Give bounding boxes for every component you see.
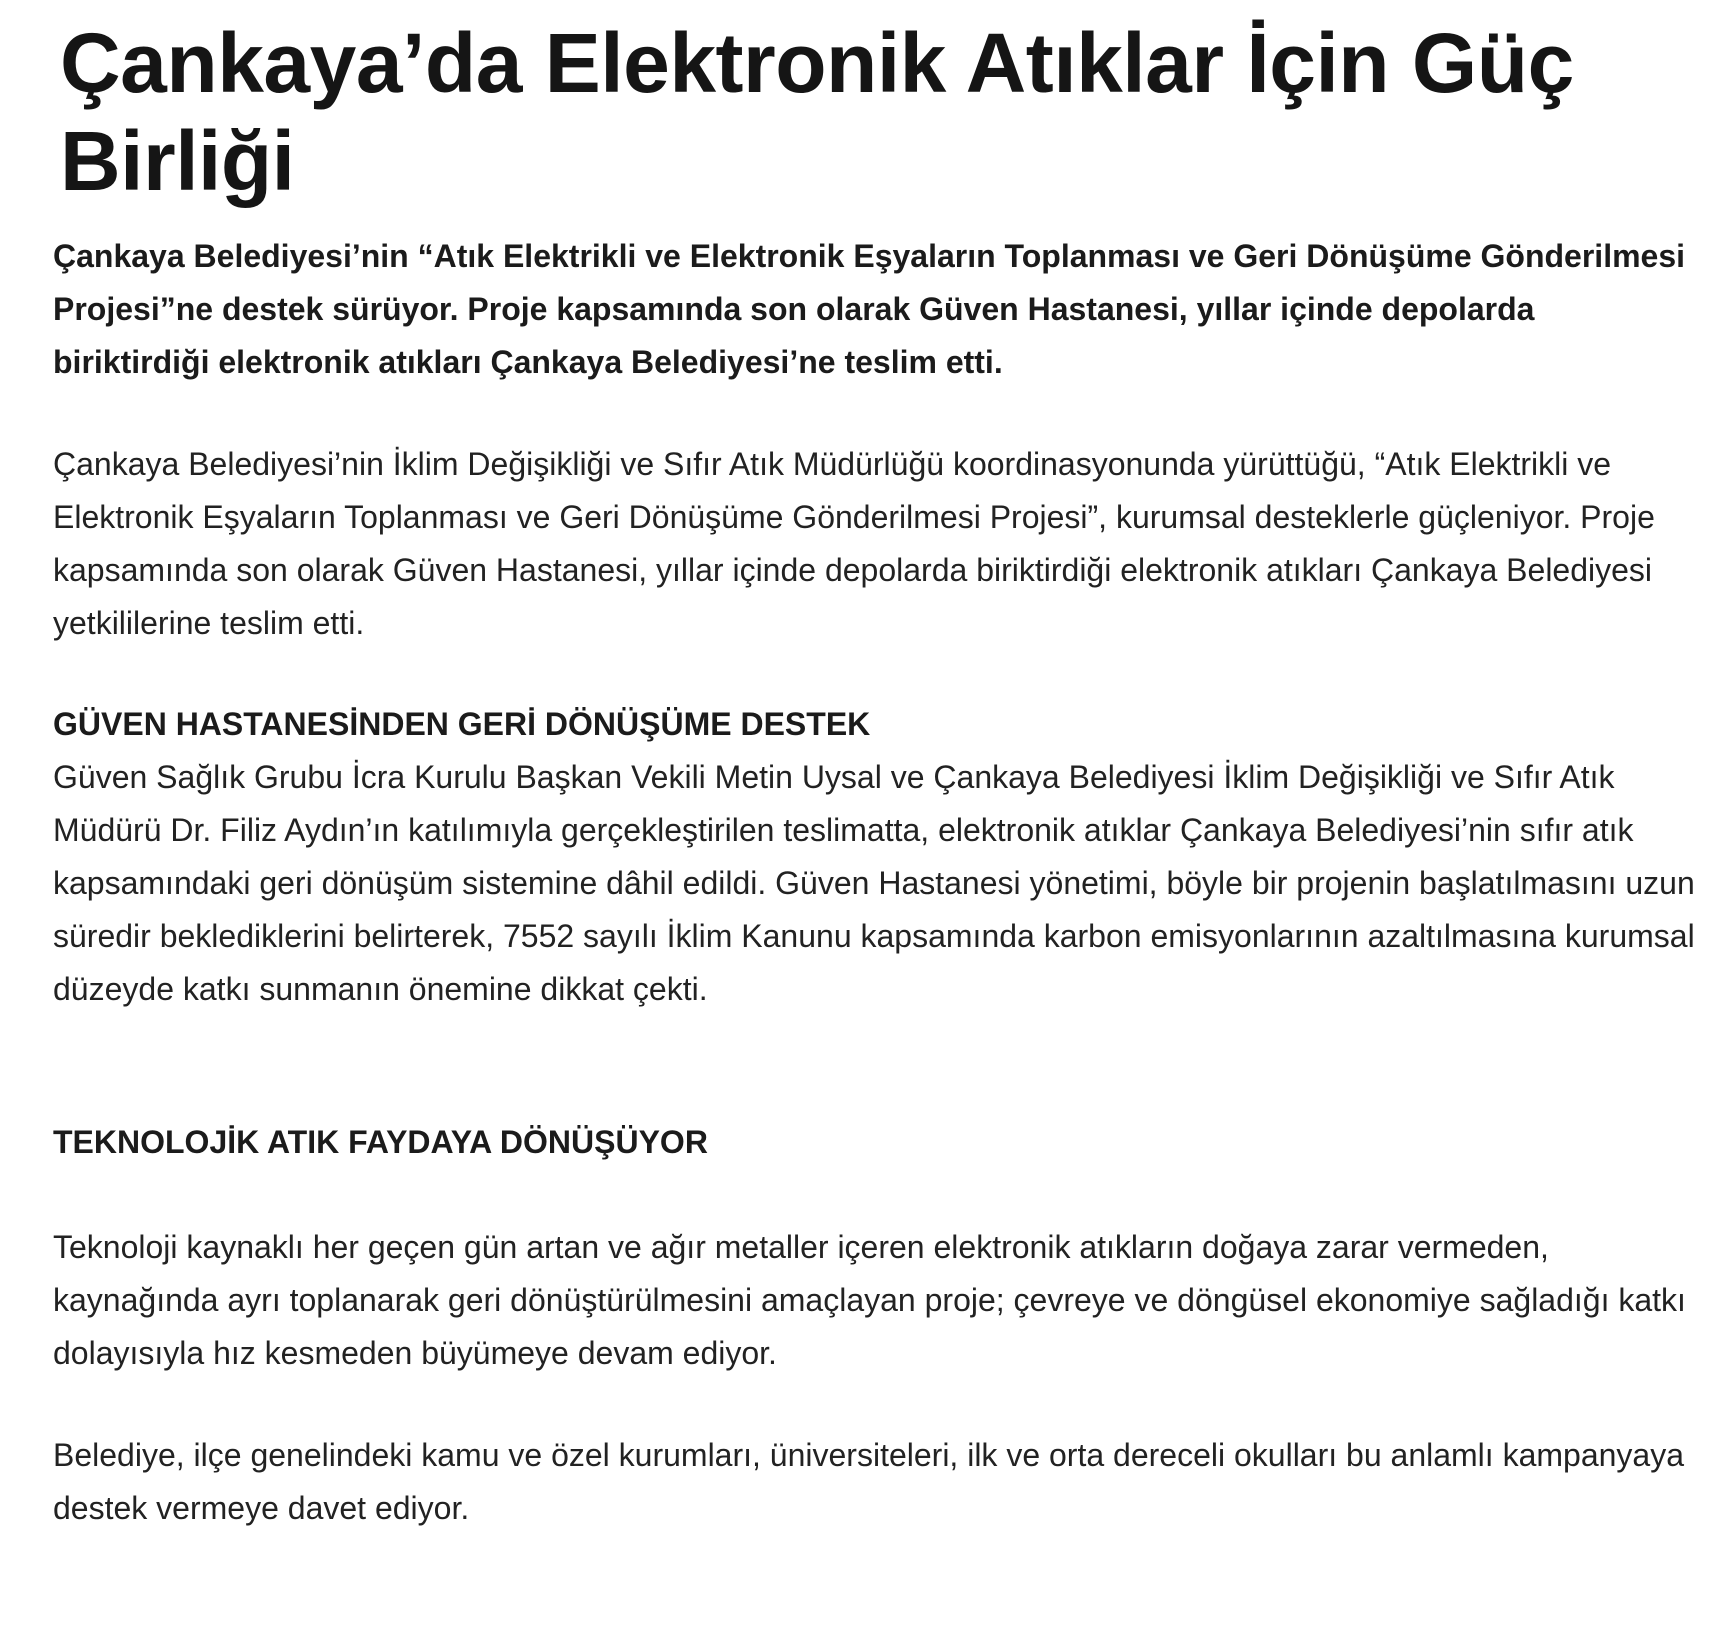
article-paragraph-1: Çankaya Belediyesi’nin İklim Değişikliği ve Sıfır Atık Müdürlüğü koordinasyonunda yürüttüğü, “Atık Elektrikli ve Elektronik Eşyaların Toplanması ve Geri Dönüşüme Gönderilmesi Projesi”, kurumsal desteklerle güçleniyor. Proje kapsamında son olarak Güven Hastanesi, yıllar içinde depolarda biriktirdiği elektronik atıkları Çankaya Belediyesi yetkililerine teslim etti. <box>53 446 1655 641</box>
article-paragraph-3: Teknoloji kaynaklı her geçen gün artan ve ağır metaller içeren elektronik atıkların doğaya zarar vermeden, kaynağında ayrı toplanarak geri dönüştürülmesini amaçlayan proje; çevreye ve döngüsel ekonomiye sağladığı katkı dolayısıyla hız kesmeden büyümeye devam ediyor. <box>53 1229 1686 1371</box>
article-lead: Çankaya Belediyesi’nin “Atık Elektrikli ve Elektronik Eşyaların Toplanması ve Geri Dönüşüme Gönderilmesi Projesi”ne destek sürüyor. Proje kapsamında son olarak Güven Hastanesi, yıllar içinde depolarda biriktirdiği elektronik atıkları Çankaya Belediyesi’ne teslim etti. <box>53 238 1686 380</box>
article-title: Çankaya’da Elektronik Atıklar İçin Güç Birliği <box>60 16 1574 208</box>
article-paragraph-2: Güven Sağlık Grubu İcra Kurulu Başkan Vekili Metin Uysal ve Çankaya Belediyesi İklim Değişikliği ve Sıfır Atık Müdürü Dr. Filiz Aydın’ın katılımıyla gerçekleştirilen teslimatta, elektronik atıklar Çankaya Belediyesi’nin sıfır atık kapsamındaki geri dönüşüm sistemine dâhil edildi. Güven Hastanesi yönetimi, böyle bir projenin başlatılmasını uzun süredir beklediklerini belirterek, 7552 sayılı İklim Kanunu kapsamında karbon emisyonlarının azaltılmasına kurumsal düzeyde katkı sunmanın önemine dikkat çekti. <box>53 759 1695 1007</box>
article-paragraph-4: Belediye, ilçe genelindeki kamu ve özel kurumları, üniversiteleri, ilk ve orta dereceli okulları bu anlamlı kampanyaya destek vermeye davet ediyor. <box>53 1437 1684 1526</box>
section-heading-tech-waste: TEKNOLOJİK ATIK FAYDAYA DÖNÜŞÜYOR <box>53 1124 708 1160</box>
section-heading-hospital-support: GÜVEN HASTANESİNDEN GERİ DÖNÜŞÜME DESTEK <box>53 706 871 742</box>
